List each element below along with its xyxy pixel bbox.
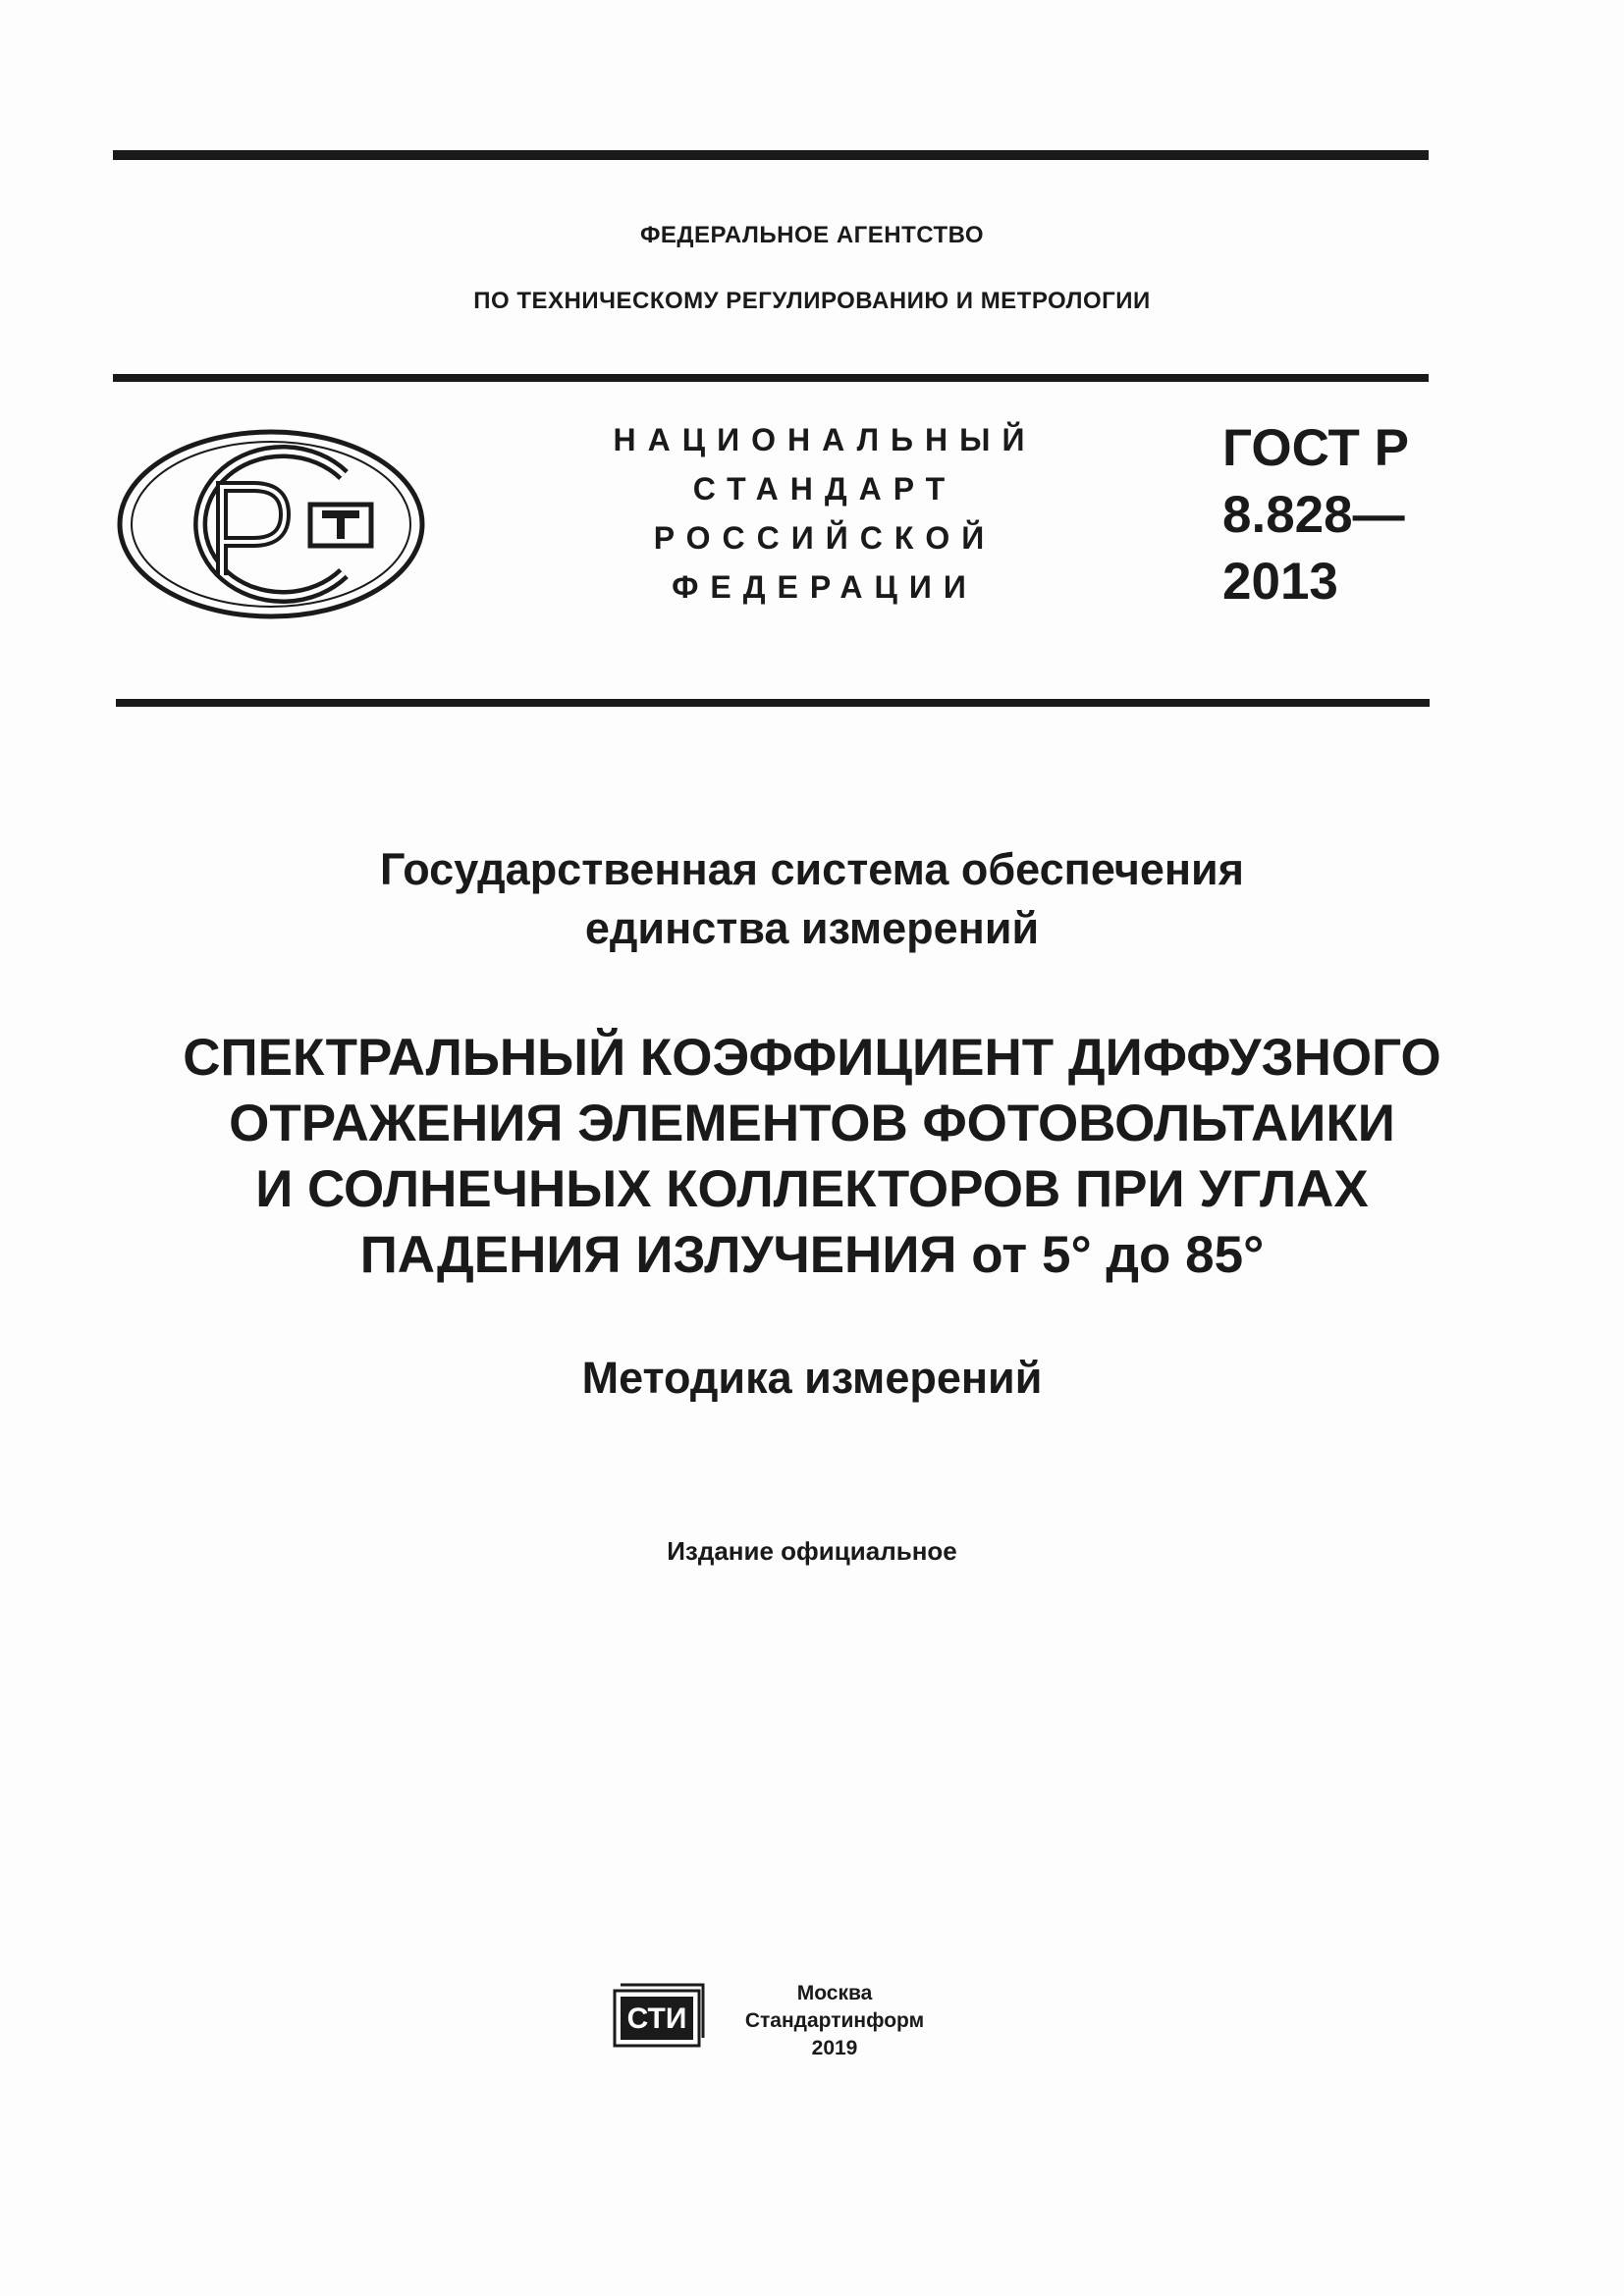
- publisher-logo: [611, 1981, 705, 2050]
- rst-logo: [116, 428, 426, 620]
- standard-type-line-3: РОССИЙСКОЙ: [653, 520, 997, 556]
- top-rule: [113, 150, 1429, 160]
- standard-type-line-4: ФЕДЕРАЦИИ: [672, 569, 978, 605]
- designation-line-3: 2013: [1222, 553, 1338, 611]
- series-line-1: Государственная система обеспечения: [380, 844, 1244, 894]
- agency-line-2: ПО ТЕХНИЧЕСКОМУ РЕГУЛИРОВАНИЮ И МЕТРОЛОГИИ: [473, 288, 1151, 314]
- standartinform-logo-icon: [611, 1981, 705, 2050]
- designation-line-1: ГОСТ Р: [1222, 419, 1409, 477]
- document-title-line-4: ПАДЕНИЯ ИЗЛУЧЕНИЯ от 5° до 85°: [359, 1226, 1265, 1284]
- publisher-name: Стандартинформ: [744, 2009, 925, 2032]
- document-title-line-2: ОТРАЖЕНИЯ ЭЛЕМЕНТОВ ФОТОВОЛЬТАИКИ: [229, 1095, 1395, 1152]
- publisher-logo-text: СТИ: [626, 2002, 687, 2035]
- designation-line-2: 8.828—: [1222, 486, 1405, 544]
- agency-line-1: ФЕДЕРАЛЬНОЕ АГЕНТСТВО: [639, 222, 985, 248]
- series-line-2: единства измерений: [584, 903, 1040, 953]
- document-title-line-1: СПЕКТРАЛЬНЫЙ КОЭФФИЦИЕНТ ДИФФУЗНОГО: [183, 1029, 1441, 1087]
- header-rule-upper: [113, 374, 1429, 382]
- publisher-year: 2019: [811, 2037, 858, 2059]
- edition-note: Издание официальное: [667, 1536, 957, 1566]
- header-rule-lower: [116, 699, 1430, 707]
- standard-type-line-1: НАЦИОНАЛЬНЫЙ: [613, 422, 1037, 457]
- document-title-line-3: И СОЛНЕЧНЫХ КОЛЛЕКТОРОВ ПРИ УГЛАХ: [255, 1160, 1369, 1218]
- standard-type-line-2: СТАНДАРТ: [692, 471, 957, 507]
- publisher-city: Москва: [796, 1982, 873, 2004]
- rst-conformity-mark-icon: [116, 428, 426, 620]
- document-subtitle: Методика измерений: [581, 1353, 1043, 1403]
